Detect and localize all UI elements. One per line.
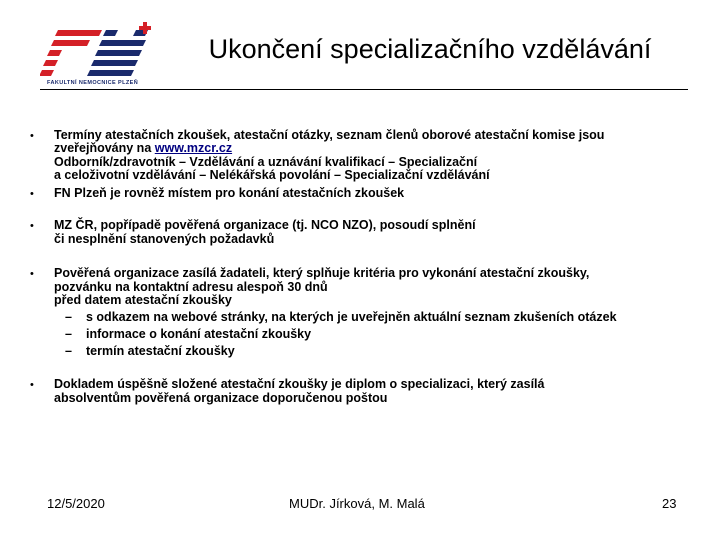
- bullet-marker: •: [30, 130, 34, 142]
- logo-caption: FAKULTNÍ NEMOCNICE PLZEŇ: [47, 80, 139, 86]
- subitem-3: termín atestační zkoušky: [86, 344, 235, 358]
- bullet-4-line-1: Pověřená organizace zasílá žadateli, který splňuje kritéria pro vykonání atestační zkoušky,: [54, 266, 590, 280]
- bullet-4-line-2: pozvánku na kontaktní adresu alespoň 30 dnů: [54, 280, 328, 294]
- subitem-dash: –: [65, 310, 72, 324]
- subitem-1: s odkazem na webové stránky, na kterých je uveřejněn aktuální seznam zkušeních otázek: [86, 310, 617, 324]
- bullet-1-line-3: Odborník/zdravotník – Vzdělávání a uznávání kvalifikací – Specializační: [54, 155, 478, 169]
- slide-title: Ukončení specializačního vzdělávání: [208, 34, 652, 64]
- bullet-3-line-2: či nesplnění stanovených požadavků: [54, 232, 275, 246]
- mzcr-link[interactable]: www.mzcr.cz: [154, 141, 233, 155]
- bullet-2-line-1: FN Plzeň je rovněž místem pro konání atestačních zkoušek: [54, 186, 405, 200]
- bullet-1-line-4: a celoživotní vzdělávání – Nelékářská povolání – Specializační vzdělávání: [54, 168, 490, 182]
- bullet-marker: •: [30, 188, 34, 200]
- bullet-marker: •: [30, 268, 34, 280]
- bullet-4-line-3: před datem atestační zkoušky: [54, 293, 232, 307]
- bullet-3-line-1: MZ ČR, popřípadě pověřená organizace (tj. NCO NZO), posoudí splnění: [54, 218, 476, 232]
- bullet-5-line-1: Dokladem úspěšně složené atestační zkoušky je diplom o specializaci, který zasílá: [54, 377, 545, 391]
- bullet-marker: •: [30, 379, 34, 391]
- subitem-2: informace o konání atestační zkoušky: [86, 327, 312, 341]
- bullet-5-line-2: absolventům pověřená organizace doporučenou poštou: [54, 391, 388, 405]
- subitem-dash: –: [65, 344, 72, 358]
- subitem-dash: –: [65, 327, 72, 341]
- footer-page-number: 23: [662, 496, 677, 511]
- footer-author: MUDr. Jírková, M. Malá: [289, 496, 425, 511]
- bullet-marker: •: [30, 220, 34, 232]
- bullet-1-line-2-prefix: zveřejňovány na: [54, 141, 155, 155]
- bullet-1-line-1: Termíny atestačních zkoušek, atestační otázky, seznam členů oborové atestační komise jsou: [54, 128, 605, 142]
- bullet-1-line-2: [54, 142, 232, 155]
- footer-date: 12/5/2020: [47, 496, 105, 511]
